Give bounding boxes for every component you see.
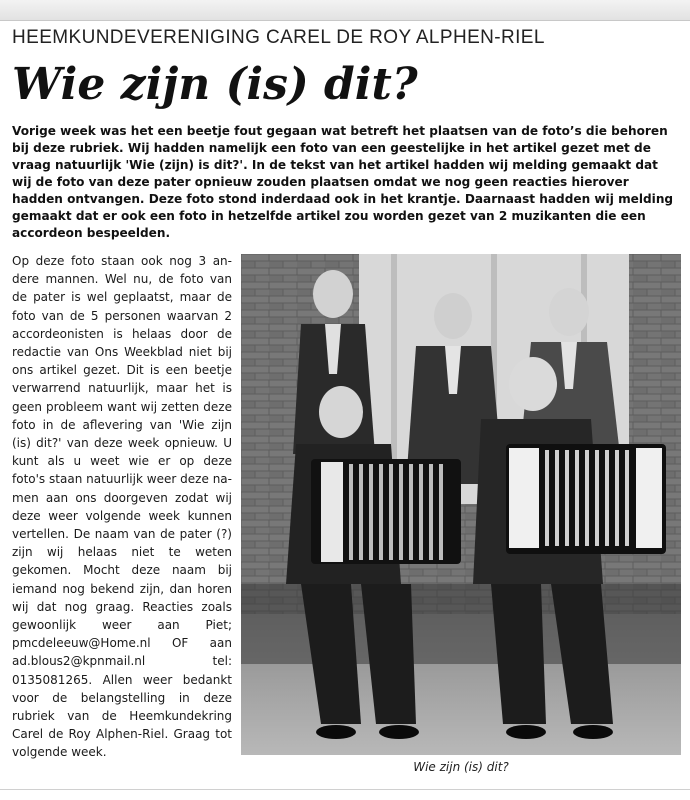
historic-photo — [241, 254, 681, 755]
top-bar — [0, 0, 690, 21]
photo-caption: Wie zijn (is) dit? — [413, 760, 509, 774]
section-kicker: HEEMKUNDEVERENIGING CAREL DE ROY ALPHEN-RIEL — [12, 27, 545, 48]
page-title: Wie zijn (is) dit? — [12, 59, 418, 110]
bottom-divider — [0, 789, 690, 790]
intro-paragraph: Vorige week was het een beetje fout gegaan wat betreft het plaatsen van de foto’s die behoren bij deze rubriek. Wij hadden namelijk een foto van een geestelijke in het artikel gezet met de vraag natuurlijk 'Wie (zijn) is dit?'. In de tekst van het artikel hadden wij melding gemaakt dat wij de foto van deze pater opnieuw zouden plaatsen omdat we nog geen reacties hierover hadden ontvangen. Deze foto stond inderdaad ook in het krantje. Daarnaast hadden wij melding gemaakt dat er ook een foto in hetzelfde artikel zou worden gezet van 2 muzikanten die een accordeon bespeelden. — [12, 124, 674, 240]
body-column: Op deze foto staan ook nog 3 andere mannen. Wel nu, de foto van de pater is wel geplaatst, maar de foto van de 5 personen waarvan 2 accordeonisten is helaas door de redactie van Ons Weekblad niet bij ons artikel gezet. Dit is een beetje verwarrend natuurlijk, maar het is geen probleem want wij zetten deze foto in de aflevering van 'Wie zijn (is) dit?' van deze week opnieuw. U kunt als u weet wie er op deze foto's staan natuurlijk weer deze namen aan ons doorgeven zodat wij deze weer volgende week kunnen vertellen. De naam van de pater (?) zijn wij helaas niet te weten gekomen. Mocht deze naam bij iemand nog bekend zijn, dan horen wij dat nog graag. Reacties zoals gewoonlijk weer aan Piet; pmcdeleeuw@Home.nl OF aan ad.blous2@kpnmail.nl tel: 0135081265. Allen weer bedankt voor de belangstelling in deze rubriek van de Heemkundekring Carel de Roy Alphen-Riel. Graag tot volgende week. — [12, 254, 232, 760]
